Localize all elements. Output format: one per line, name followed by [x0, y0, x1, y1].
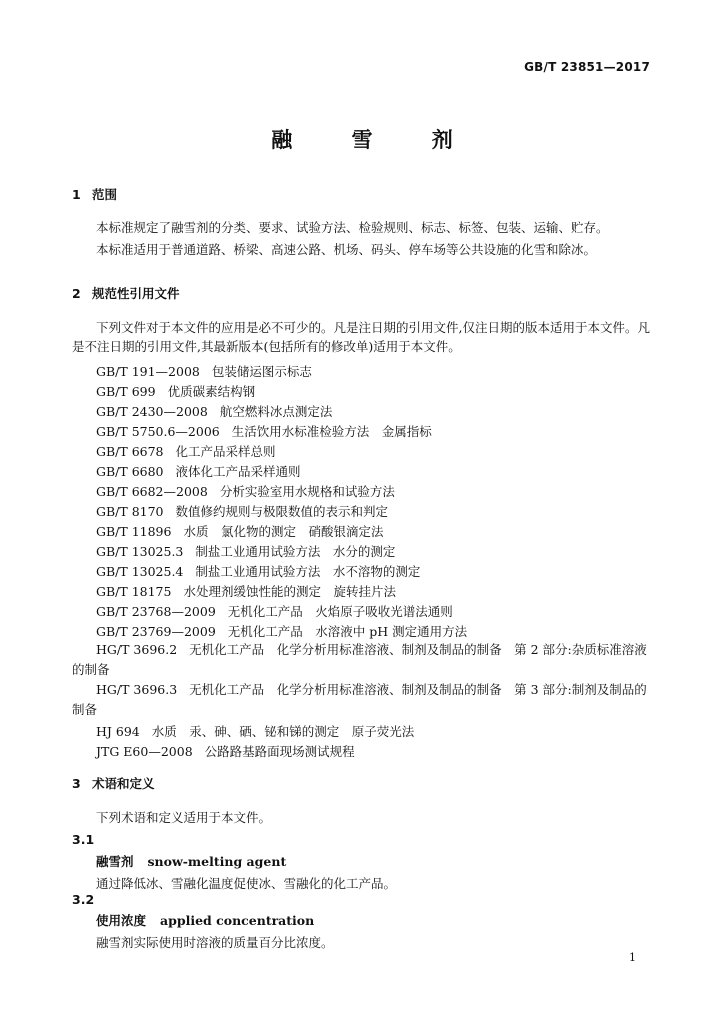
ref-item: HJ 694 水质 汞、砷、硒、铋和锑的测定 原子荧光法 — [96, 724, 415, 739]
term-number: 3.1 — [72, 832, 95, 847]
ref-item-wrapped: HG/T 3696.2 无机化工产品 化学分析用标准溶液、制剂及制品的制备 第 2 部分:杂质标准溶液的制备 — [72, 642, 647, 677]
ref-item-wrapped: HG/T 3696.3 无机化工产品 化学分析用标准溶液、制剂及制品的制备 第 3 部分:制剂及制品的制备 — [72, 682, 647, 717]
ref-item: GB/T 5750.6—2006 生活饮用水标准检验方法 金属指标 — [96, 424, 432, 439]
document-title: 融 雪 剂 — [271, 128, 479, 152]
term-number: 3.2 — [72, 892, 95, 907]
term-definition: 通过降低冰、雪融化温度促使冰、雪融化的化工产品。 — [96, 876, 397, 891]
ref-item: GB/T 18175 水处理剂缓蚀性能的测定 旋转挂片法 — [96, 584, 396, 599]
page-number: 1 — [629, 951, 636, 964]
section-number: 3 — [72, 776, 81, 791]
scope-paragraph-2: 本标准适用于普通道路、桥梁、高速公路、机场、码头、停车场等公共设施的化雪和除冰。 — [96, 242, 597, 257]
scope-paragraph-1: 本标准规定了融雪剂的分类、要求、试验方法、检验规则、标志、标签、包装、运输、贮存。 — [96, 220, 609, 235]
ref-item: GB/T 6682—2008 分析实验室用水规格和试验方法 — [96, 484, 395, 499]
ref-item: GB/T 11896 水质 氯化物的测定 硝酸银滴定法 — [96, 524, 384, 539]
section-number: 2 — [72, 286, 81, 301]
ref-item: GB/T 13025.3 制盐工业通用试验方法 水分的测定 — [96, 544, 396, 559]
ref-item: GB/T 13025.4 制盐工业通用试验方法 水不溶物的测定 — [96, 564, 421, 579]
section-heading-scope — [72, 185, 117, 203]
term-heading: 融雪剂 snow-melting agent — [96, 854, 287, 869]
term-heading: 使用浓度 applied concentration — [96, 913, 315, 928]
section-title: 范围 — [92, 187, 118, 202]
section-title: 规范性引用文件 — [92, 286, 180, 301]
normative-refs-intro: 下列文件对于本文件的应用是必不可少的。凡是注日期的引用文件,仅注日期的版本适用于本文件。凡是不注日期的引用文件,其最新版本(包括所有的修改单)适用于本文件。 — [72, 320, 650, 354]
ref-item: GB/T 2430—2008 航空燃料冰点测定法 — [96, 404, 333, 419]
section-title: 术语和定义 — [92, 776, 155, 791]
ref-item: GB/T 8170 数值修约规则与极限数值的表示和判定 — [96, 504, 389, 519]
terms-intro: 下列术语和定义适用于本文件。 — [96, 810, 272, 825]
ref-item: GB/T 6680 液体化工产品采样通则 — [96, 464, 301, 479]
term-definition: 融雪剂实际使用时溶液的质量百分比浓度。 — [96, 935, 334, 950]
section-heading-terms — [72, 774, 155, 792]
ref-item: GB/T 23769—2009 无机化工产品 水溶液中 pH 测定通用方法 — [96, 624, 468, 639]
ref-item: GB/T 23768—2009 无机化工产品 火焰原子吸收光谱法通则 — [96, 604, 453, 619]
ref-item: GB/T 191—2008 包装储运图示标志 — [96, 364, 312, 379]
section-number: 1 — [72, 187, 81, 202]
ref-item: GB/T 699 优质碳素结构钢 — [96, 384, 256, 399]
standard-code: GB/T 23851—2017 — [524, 60, 650, 74]
section-heading-normative-refs — [72, 284, 180, 302]
ref-item: GB/T 6678 化工产品采样总则 — [96, 444, 276, 459]
ref-item: JTG E60—2008 公路路基路面现场测试规程 — [96, 744, 355, 759]
